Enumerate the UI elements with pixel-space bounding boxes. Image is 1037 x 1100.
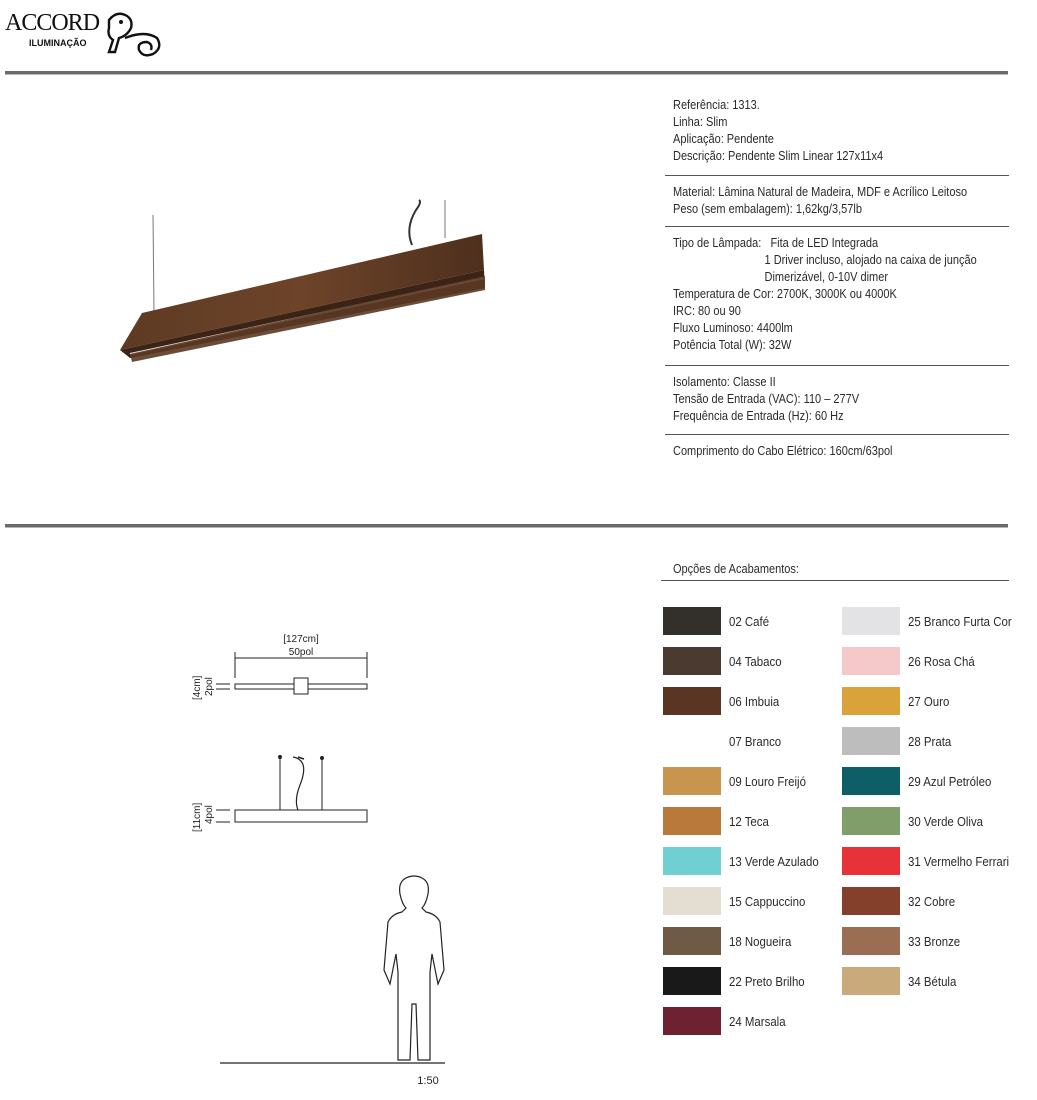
- finish-swatch: [842, 807, 900, 835]
- finish-option: [663, 847, 831, 875]
- finish-option: [663, 727, 788, 755]
- depth-pol-label: 2pol: [204, 677, 215, 696]
- finish-label: 29 Azul Petróleo: [908, 773, 992, 789]
- bird-logo-icon: [105, 8, 165, 58]
- lamp-line: Dimerizável, 0-10V dimer: [764, 270, 889, 284]
- finish-option: [663, 1007, 793, 1035]
- lamp-line: Fita de LED Integrada: [770, 236, 879, 250]
- spec-block-material: [673, 184, 969, 218]
- finish-swatch: [663, 887, 721, 915]
- height-pol-label: 4pol: [204, 805, 215, 824]
- brand-subtitle: ILUMINAÇÃO: [29, 38, 87, 48]
- spec-line: IRC: 80 ou 90: [673, 304, 741, 318]
- spec-divider: [665, 365, 1009, 366]
- finish-swatch: [842, 687, 900, 715]
- middle-divider: [5, 524, 1008, 528]
- spec-divider: [665, 434, 1009, 435]
- height-cm-label: [11cm]: [192, 802, 203, 832]
- depth-cm-label: [4cm]: [192, 675, 203, 700]
- finish-label: 33 Bronze: [908, 933, 961, 949]
- spec-line: Potência Total (W): 32W: [673, 338, 792, 352]
- finish-swatch: [663, 687, 721, 715]
- finish-label: 34 Bétula: [908, 973, 957, 989]
- finish-option: [663, 687, 786, 715]
- scale-label: 1:50: [417, 1075, 439, 1087]
- width-pol-label: 50pol: [288, 647, 314, 658]
- spec-block-reference: [673, 97, 969, 165]
- finish-label: 24 Marsala: [729, 1013, 786, 1029]
- finish-swatch: [842, 847, 900, 875]
- finish-option: [842, 647, 984, 675]
- finish-label: 18 Nogueira: [729, 933, 792, 949]
- lamp-line: 1 Driver incluso, alojado na caixa de junção: [764, 253, 977, 267]
- finish-label: 13 Verde Azulado: [729, 853, 819, 869]
- finish-label: 31 Vermelho Ferrari: [908, 853, 1010, 869]
- spec-divider: [665, 175, 1009, 176]
- finish-swatch: [842, 727, 900, 755]
- finish-label: 09 Louro Freijó: [729, 773, 806, 789]
- brand-name: ACCORD: [5, 10, 100, 36]
- finish-label: 15 Cappuccino: [729, 893, 806, 909]
- finish-swatch: [842, 887, 900, 915]
- spec-line: Fluxo Luminoso: 4400lm: [673, 321, 793, 335]
- technical-drawing: [170, 620, 460, 1090]
- spec-line: Material: Lâmina Natural de Madeira, MDF e Acrílico Leitoso: [673, 185, 968, 199]
- width-cm-label: [127cm]: [283, 634, 319, 645]
- finish-option: [842, 807, 993, 835]
- spec-block-lamp: [673, 235, 977, 354]
- finish-label: 26 Rosa Chá: [908, 653, 975, 669]
- finish-label: 02 Café: [729, 613, 770, 629]
- finish-option: [842, 727, 957, 755]
- finishes-divider: [661, 580, 1009, 581]
- brand-logo: [5, 8, 165, 56]
- finish-swatch: [663, 607, 721, 635]
- finish-label: 12 Teca: [729, 813, 769, 829]
- finish-label: 28 Prata: [908, 733, 952, 749]
- finish-swatch: [842, 607, 900, 635]
- finish-swatch: [663, 807, 721, 835]
- finish-label: 27 Ouro: [908, 693, 950, 709]
- finish-label: 06 Imbuia: [729, 693, 780, 709]
- top-divider: [5, 71, 1008, 75]
- finish-label: 25 Branco Furta Cor: [908, 613, 1012, 629]
- product-image: [100, 120, 510, 520]
- finish-swatch: [663, 647, 721, 675]
- spec-line: Peso (sem embalagem): 1,62kg/3,57lb: [673, 202, 862, 216]
- finish-swatch: [663, 727, 721, 755]
- finish-option: [663, 927, 800, 955]
- finish-option: [842, 767, 1003, 795]
- finish-swatch: [663, 927, 721, 955]
- spec-line: Referência: 1313.: [673, 98, 760, 112]
- spec-line: Isolamento: Classe II: [673, 375, 776, 389]
- spec-line: Linha: Slim: [673, 115, 728, 129]
- finish-option: [842, 847, 1023, 875]
- finish-option: [842, 687, 955, 715]
- finish-swatch: [663, 967, 721, 995]
- finish-label: 30 Verde Oliva: [908, 813, 984, 829]
- spec-block-electrical: [673, 374, 969, 425]
- finish-option: [842, 607, 1026, 635]
- finish-label: 22 Preto Brilho: [729, 973, 805, 989]
- finishes-title: Opções de Acabamentos:: [673, 562, 799, 576]
- spec-line: [673, 235, 969, 252]
- finish-option: [842, 927, 967, 955]
- spec-line: Tensão de Entrada (VAC): 110 – 277V: [673, 392, 860, 406]
- finish-option: [663, 647, 789, 675]
- spec-block-cable: [673, 443, 969, 460]
- spec-line: Descrição: Pendente Slim Linear 127x11x4: [673, 149, 884, 163]
- finish-swatch: [663, 847, 721, 875]
- finish-option: [663, 887, 816, 915]
- spec-line: Aplicação: Pendente: [673, 132, 774, 146]
- finish-option: [663, 807, 774, 835]
- finish-swatch: [663, 1007, 721, 1035]
- lamp-label: Tipo de Lâmpada:: [673, 236, 762, 250]
- human-silhouette: [384, 876, 444, 1060]
- finish-label: 07 Branco: [729, 733, 782, 749]
- finish-option: [842, 887, 961, 915]
- finish-swatch: [842, 927, 900, 955]
- finish-swatch: [842, 647, 900, 675]
- finish-swatch: [842, 967, 900, 995]
- finish-option: [842, 967, 963, 995]
- finish-label: 32 Cobre: [908, 893, 956, 909]
- finish-swatch: [663, 767, 721, 795]
- spec-line: Temperatura de Cor: 2700K, 3000K ou 4000K: [673, 287, 897, 301]
- spec-line: Comprimento do Cabo Elétrico: 160cm/63pol: [673, 444, 893, 458]
- spec-line: Frequência de Entrada (Hz): 60 Hz: [673, 409, 844, 423]
- finish-option: [663, 607, 775, 635]
- finish-option: [663, 767, 816, 795]
- finish-option: [663, 967, 815, 995]
- finish-swatch: [842, 767, 900, 795]
- finish-label: 04 Tabaco: [729, 653, 782, 669]
- spec-divider: [665, 226, 1009, 227]
